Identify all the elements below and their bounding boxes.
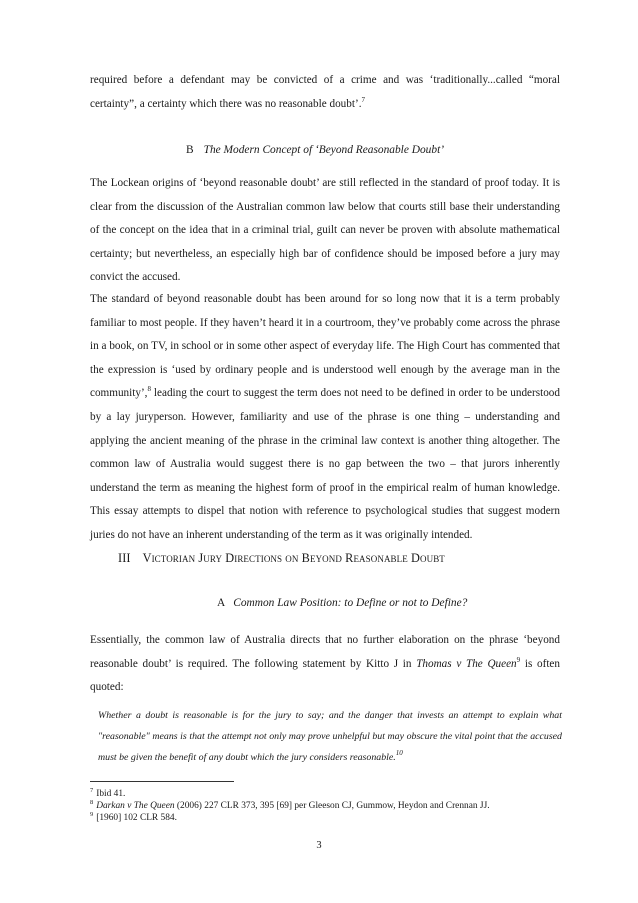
quote-text: Whether a doubt is reasonable is for the jury to say; and the danger that invests an attempt to explain what "reasonable" means is that the attempt not only may prove unhelpful but may obscure the vital point that the accused must be given the benefit of any doubt which the jury considers reasonable. [98, 710, 562, 764]
paragraph-text: required before a defendant may be convicted of a crime and was ‘traditionally...called “moral certainty”, a certainty which there was no reasonable doubt’. [90, 74, 560, 110]
footnote [90, 800, 490, 812]
footnote-number: 9 [90, 811, 94, 818]
body-paragraph [90, 69, 560, 116]
paragraph-text: is often quoted: [90, 657, 560, 694]
footnote-ref: 8 [147, 385, 151, 394]
paragraph-text: Essentially, the common law of Australia directs that no further elaboration on the phrase ‘beyond reasonable doubt’ is required. The following statement by Kitto J in [90, 634, 560, 670]
block-quote [98, 705, 562, 769]
footnote-text: Ibid 41. [96, 789, 126, 799]
heading-title: The Modern Concept of ‘Beyond Reasonable Doubt’ [203, 144, 445, 156]
heading-label: A [217, 597, 226, 609]
heading-label: B [186, 144, 194, 156]
heading-title: Common Law Position: to Define or not to Define? [233, 597, 468, 609]
footnote-number: 8 [90, 799, 94, 806]
footnote-text: [1960] 102 CLR 584. [96, 813, 177, 823]
section-heading-iii [118, 551, 445, 566]
footnote [90, 788, 125, 800]
footnote-ref: 9 [516, 655, 521, 664]
footnote-case: Darkan v The Queen [96, 801, 175, 811]
footnote-ref: 10 [395, 749, 403, 758]
paragraph-text: leading the court to suggest the term does not need to be defined in order to be understood by a lay juryperson. However, familiarity and use of the phrase is one thing – understanding and applying the ancient meaning of the phrase in the criminal law context is another thing altogether. The common law of Australia would suggest there is no gap between the two – that jurors inherently understand the term as meaning the highest form of proof in the empirical realm of human knowledge. This essay attempts to dispel that notion with reference to psychological studies that suggest modern juries do not have an inherent understanding of the term as it was originally intended. [90, 387, 560, 541]
body-paragraph [90, 288, 560, 548]
body-paragraph: The Lockean origins of ‘beyond reasonable doubt’ are still reflected in the standard of proof today. It is clear from the discussion of the Australian common law below that courts still base their understanding of the concept on the idea that in a criminal trial, guilt can never be proven with absolute mathematical certainty; but nevertheless, an especially high bar of confidence should be imposed before a jury may convict the accused. [90, 177, 560, 284]
heading-title: Victorian Jury Directions on Beyond Reasonable Doubt [142, 551, 445, 565]
footnote-text: (2006) 227 CLR 373, 395 [69] per Gleeson CJ, Gummow, Heydon and Crennan JJ. [174, 801, 490, 811]
footnote [90, 812, 177, 824]
footnote-ref: 7 [361, 95, 365, 104]
section-heading-b [186, 144, 444, 156]
footnote-divider [90, 781, 234, 782]
case-citation: Thomas v The Queen [416, 657, 517, 670]
page-number: 3 [316, 840, 322, 851]
section-heading-a [217, 597, 467, 609]
body-paragraph [90, 629, 560, 700]
paragraph-text: The standard of beyond reasonable doubt has been around for so long now that it is a term probably familiar to most people. If they haven’t heard it in a courtroom, they’ve probably come across the phrase in a book, on TV, in school or in some other aspect of everyday life. The High Court has commented that the expression is ‘used by ordinary people and is understood well enough by the average man in the community’, [90, 293, 560, 400]
footnote-number: 7 [90, 787, 94, 794]
heading-number: III [118, 551, 131, 565]
